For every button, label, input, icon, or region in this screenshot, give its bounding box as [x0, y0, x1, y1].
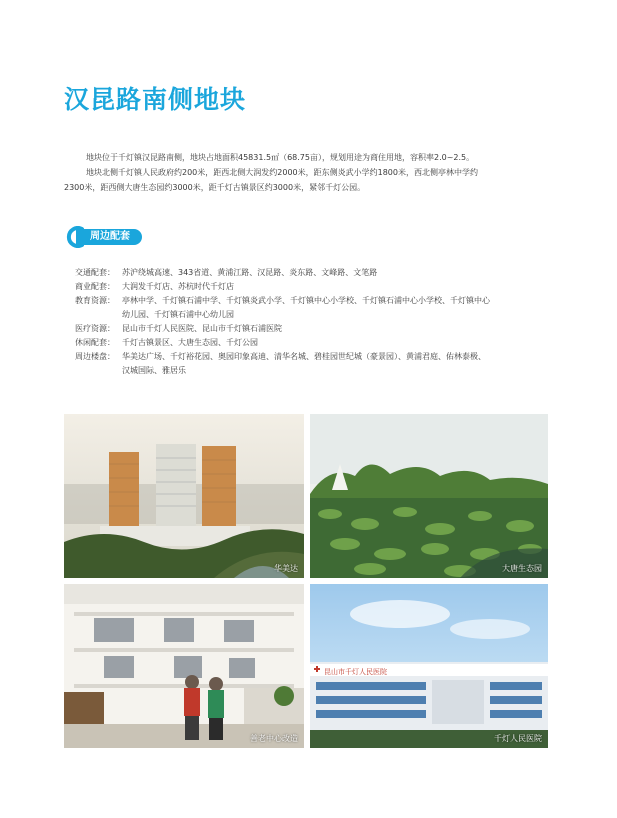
- facility-value-line: 华美达广场、千灯裕花园、奥园印象高迪、清华名城、碧桂园世纪城（豪景园）、黄浦君庭、佑林泰极、: [122, 352, 486, 361]
- facility-label: 医疗资源：: [75, 324, 115, 333]
- facility-value-line: 大润发千灯店、苏杭时代千灯店: [122, 282, 234, 291]
- facility-value: [122, 280, 555, 294]
- facility-value-line: 汉城国际、雅居乐: [122, 366, 186, 375]
- facilities-list: [75, 266, 555, 378]
- facility-row-medical: [75, 322, 555, 336]
- facility-value-line: 昆山市千灯人民医院、昆山市千灯镇石浦医院: [122, 324, 282, 333]
- intro-paragraph: [64, 150, 554, 195]
- facility-row-transport: [75, 266, 555, 280]
- facility-label: 周边楼盘：: [75, 352, 115, 361]
- photo-caption: 善老中心改造: [250, 734, 298, 743]
- photo-caption: 大唐生态园: [502, 564, 542, 573]
- facility-value: [122, 350, 555, 378]
- photo-elderly-center: [64, 584, 304, 748]
- facility-value-line: 千灯古镇景区、大唐生态园、千灯公园: [122, 338, 258, 347]
- facility-value: [122, 294, 555, 322]
- facility-value: [122, 322, 555, 336]
- photo-tang-eco-park: [310, 414, 548, 578]
- photo-caption: 华美达: [274, 564, 298, 573]
- intro-line: 地块北侧千灯镇人民政府约200米，距西北侧大润发约2000米，距东侧炎武小学约1800米，西北侧亭林中学约: [86, 168, 478, 177]
- photo-hospital: [310, 584, 548, 748]
- facility-label: 交通配套：: [75, 268, 115, 277]
- facility-row-properties: [75, 350, 555, 378]
- lotus-pond-illustration: [310, 414, 548, 578]
- hotel-illustration: [64, 414, 304, 578]
- hospital-sign-text: 昆山市千灯人民医院: [324, 668, 387, 676]
- intro-line: 地块位于千灯镇汉昆路南侧，地块占地面积45831.5㎡（68.75亩），规划用途为商住用地，容积率2.0~2.5。: [86, 153, 475, 162]
- facility-value-line: 亭林中学、千灯镇石浦中学、千灯镇炎武小学、千灯镇中心小学校、千灯镇石浦中心小学校、千灯镇中心: [122, 296, 490, 305]
- photo-ramada: [64, 414, 304, 578]
- page-title: 汉昆路南侧地块: [64, 85, 247, 114]
- facility-row-education: [75, 294, 555, 322]
- photo-caption: 千灯人民医院: [494, 734, 542, 743]
- facility-value-line: 苏沪绕城高速、343省道、黄浦江路、汉昆路、炎东路、文峰路、文笔路: [122, 268, 378, 277]
- facility-row-commerce: [75, 280, 555, 294]
- facility-label: 商业配套：: [75, 282, 115, 291]
- facility-value-line: 幼儿园、千灯镇石浦中心幼儿园: [122, 310, 234, 319]
- hospital-illustration: [310, 584, 548, 748]
- facility-value: [122, 266, 555, 280]
- intro-line: 2300米，距西侧大唐生态园约3000米，距千灯古镇景区约3000米，紧邻千灯公园。: [64, 183, 366, 192]
- elderly-center-illustration: [64, 584, 304, 748]
- section-heading: [64, 226, 164, 248]
- facility-label: 休闲配套：: [75, 338, 115, 347]
- section-heading-label: 周边配套: [76, 229, 142, 245]
- facility-row-leisure: [75, 336, 555, 350]
- facility-label: 教育资源：: [75, 296, 115, 305]
- facility-value: [122, 336, 555, 350]
